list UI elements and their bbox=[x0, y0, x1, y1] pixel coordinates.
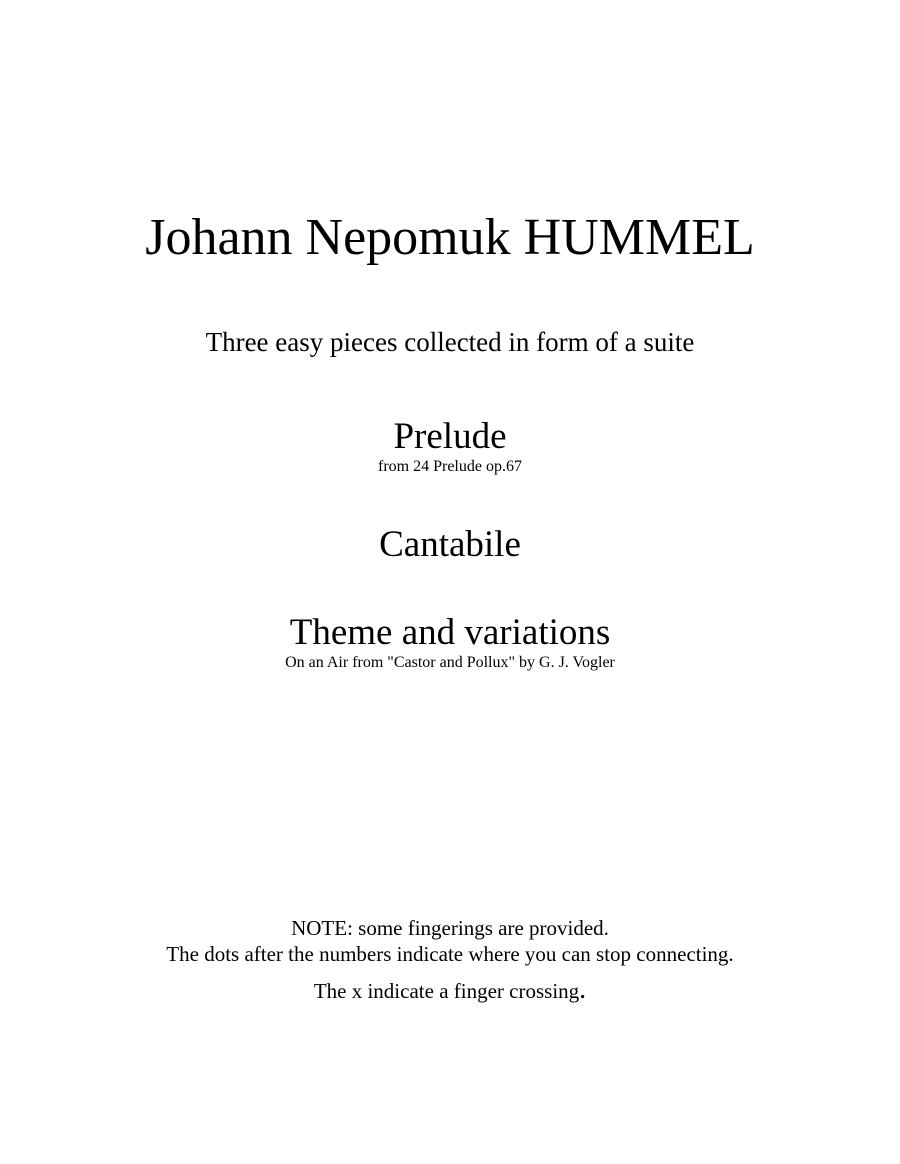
note-line-3 bbox=[0, 976, 900, 1004]
note-line-3-text: The x indicate a finger crossing bbox=[313, 979, 580, 1003]
note-line-2: The dots after the numbers indicate where you can stop connecting. bbox=[166, 942, 734, 966]
note-line-1: NOTE: some fingerings are provided. bbox=[291, 916, 609, 940]
piece-title-cantabile: Cantabile bbox=[379, 524, 521, 565]
piece-title-prelude: Prelude bbox=[393, 416, 507, 457]
composer-name: Johann Nepomuk HUMMEL bbox=[145, 209, 755, 266]
piece-title-theme: Theme and variations bbox=[289, 612, 611, 653]
note-line-3-period: . bbox=[579, 974, 587, 1005]
piece-subtitle-theme: On an Air from "Castor and Pollux" by G. J. Vogler bbox=[285, 654, 615, 671]
suite-subtitle: Three easy pieces collected in form of a suite bbox=[205, 327, 695, 357]
piece-subtitle-prelude: from 24 Prelude op.67 bbox=[378, 458, 522, 475]
